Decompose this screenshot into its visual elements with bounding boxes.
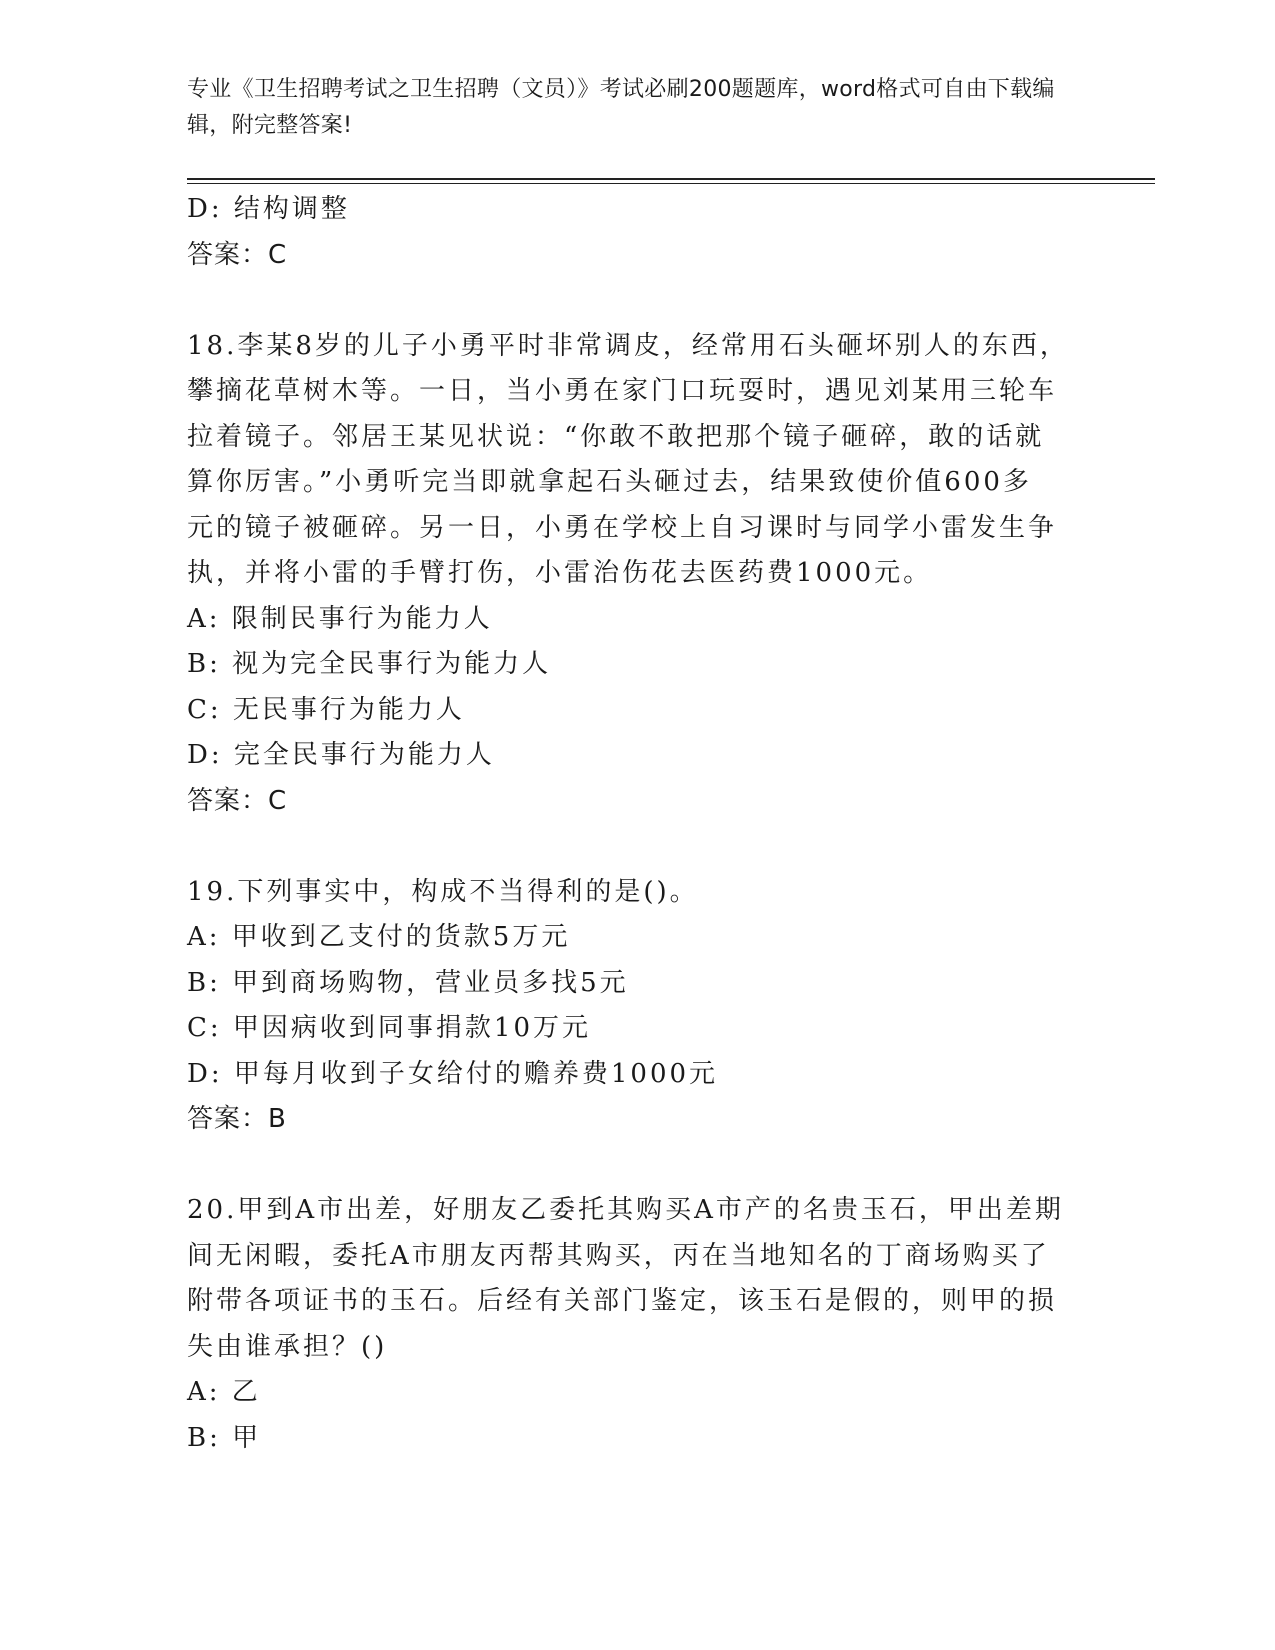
q18-stem-line: 18.李某8岁的儿子小勇平时非常调皮，经常用石头砸坏别人的东西， bbox=[187, 330, 1069, 361]
q18-option-a: A: 限制民事行为能力人 bbox=[187, 603, 493, 634]
q18-stem-line: 算你厉害。”小勇听完当即就拿起石头砸过去，结果致使价值600多 bbox=[187, 467, 1032, 497]
header-note: 专业《卫生招聘考试之卫生招聘（文员）》考试必刷200题题库，word格式可自由下载编辑，附完整答案! bbox=[187, 77, 1055, 138]
spacer bbox=[187, 1143, 1087, 1189]
q18-stem-line: 攀摘花草树木等。一日，当小勇在家门口玩耍时，遇见刘某用三轮车 bbox=[187, 376, 1058, 406]
q19-answer: 答案：B bbox=[187, 1104, 287, 1134]
question-19 bbox=[187, 870, 1087, 1143]
header-rule-thick bbox=[187, 178, 1155, 180]
header-rule-thin bbox=[187, 183, 1155, 184]
q20-option-a: A: 乙 bbox=[187, 1377, 261, 1407]
prev-answer: 答案：C bbox=[187, 239, 288, 270]
q20-stem-line: 附带各项证书的玉石。后经有关部门鉴定，该玉石是假的，则甲的损 bbox=[187, 1286, 1058, 1316]
prev-option-d: D: 结构调整 bbox=[187, 194, 350, 224]
q20-stem-line: 失由谁承担？() bbox=[187, 1331, 388, 1362]
q18-stem-line: 拉着镜子。邻居王某见状说：“你敢不敢把那个镜子砸碎，敢的话就 bbox=[187, 421, 1045, 452]
q20-stem-line: 20.甲到A市出差，好朋友乙委托其购买A市产的名贵玉石，甲出差期 bbox=[187, 1195, 1064, 1225]
question-20 bbox=[187, 1188, 1087, 1461]
q18-stem-line: 执，并将小雷的手臂打伤，小雷治伤花去医药费1000元。 bbox=[187, 558, 933, 588]
q20-option-b: B: 甲 bbox=[187, 1422, 262, 1453]
question-18 bbox=[187, 324, 1087, 825]
q18-stem-line: 元的镜子被砸碎。另一日，小勇在学校上自习课时与同学小雷发生争 bbox=[187, 512, 1058, 543]
q18-option-b: B: 视为完全民事行为能力人 bbox=[187, 649, 552, 679]
q19-option-b: B: 甲到商场购物，营业员多找5元 bbox=[187, 967, 629, 998]
q18-answer: 答案：C bbox=[187, 785, 288, 816]
q19-option-c: C: 甲因病收到同事捐款10万元 bbox=[187, 1013, 592, 1043]
q18-option-c: C: 无民事行为能力人 bbox=[187, 694, 465, 725]
spacer bbox=[187, 824, 1087, 870]
q18-option-d: D: 完全民事行为能力人 bbox=[187, 740, 495, 770]
question-content bbox=[187, 187, 1087, 1461]
spacer bbox=[187, 278, 1087, 324]
q19-stem-line: 19.下列事实中，构成不当得利的是()。 bbox=[187, 876, 699, 907]
q19-option-a: A: 甲收到乙支付的货款5万元 bbox=[187, 922, 571, 952]
q20-stem-line: 间无闲暇，委托A市朋友丙帮其购买，丙在当地知名的丁商场购买了 bbox=[187, 1240, 1050, 1271]
q19-option-d: D: 甲每月收到子女给付的赡养费1000元 bbox=[187, 1058, 719, 1089]
